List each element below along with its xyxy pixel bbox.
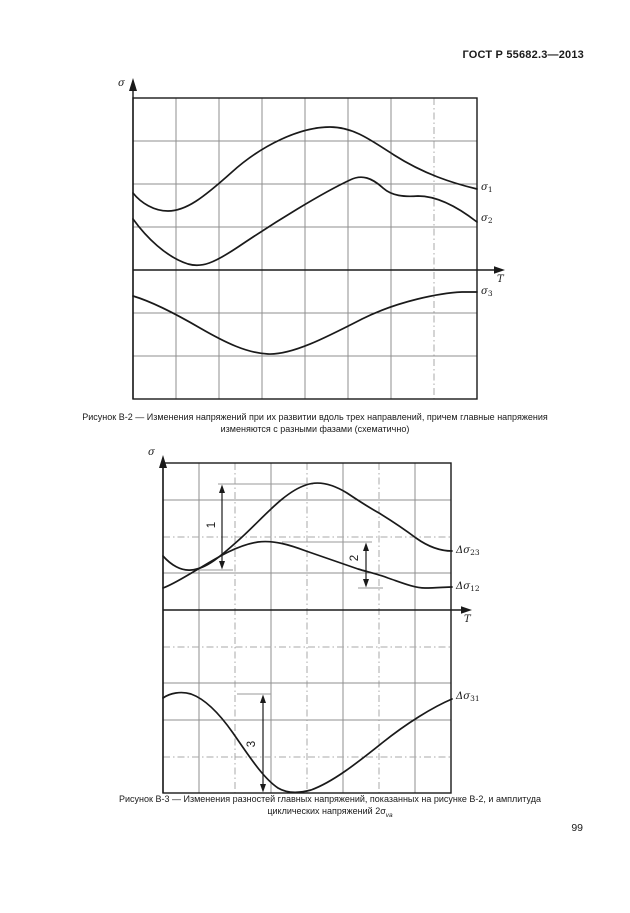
figure-b2-caption xyxy=(0,412,630,435)
sigma1-label: $\sigma_1$ xyxy=(481,182,493,194)
figure-b2-y-axis xyxy=(129,78,137,399)
delta-sigma-12-label: $\Delta\sigma_{12}$ xyxy=(456,581,480,593)
page-number: 99 xyxy=(571,822,583,834)
document-header: ГОСТ Р 55682.3—2013 xyxy=(462,49,584,61)
figure-b2-chart xyxy=(129,78,505,399)
dimension-arrow-3 xyxy=(260,695,266,793)
delta-sigma-23-label: $\Delta\sigma_{23}$ xyxy=(456,545,480,557)
dimension-label-1: 1 xyxy=(206,521,218,529)
figure-b3-t-axis xyxy=(163,606,472,614)
figure-b3-x-axis-label: T xyxy=(464,614,471,625)
delta-sigma-31-label: $\Delta\sigma_{31}$ xyxy=(456,691,480,703)
sigma3-label: $\sigma_3$ xyxy=(481,286,493,298)
figure-b2-caption-line2: изменяются с разными фазами (схематично) xyxy=(220,423,410,434)
figure-b3-caption-line2: циклических напряжений $2\sigma_{va}$ xyxy=(267,805,393,819)
sigma2-label: $\sigma_2$ xyxy=(481,213,493,225)
figure-b2-grid-vertical xyxy=(176,98,391,399)
figure-b3-chart xyxy=(159,455,472,793)
figure-b3-extension-lines xyxy=(198,484,383,694)
figure-b2-y-axis-label: σ xyxy=(118,78,125,89)
dimension-label-3: 3 xyxy=(246,740,258,748)
figure-b3-caption-line1: Рисунок В-3 — Изменения разностей главных напряжений, показанных на рисунке В-2, и амплитуда xyxy=(119,794,541,804)
figure-b3-y-axis-label: σ xyxy=(148,447,155,458)
figure-b2-caption-line1: Рисунок В-2 — Изменения напряжений при их развитии вдоль трех направлений, причем главные напряжения xyxy=(82,412,548,422)
figure-b2-t-axis xyxy=(133,266,505,274)
figure-b3-caption xyxy=(45,794,615,817)
dimension-arrow-2 xyxy=(363,543,369,588)
dimension-label-2: 2 xyxy=(349,554,361,562)
figure-b3-y-axis xyxy=(159,455,167,793)
figure-b2-x-axis-label: T xyxy=(497,274,504,285)
